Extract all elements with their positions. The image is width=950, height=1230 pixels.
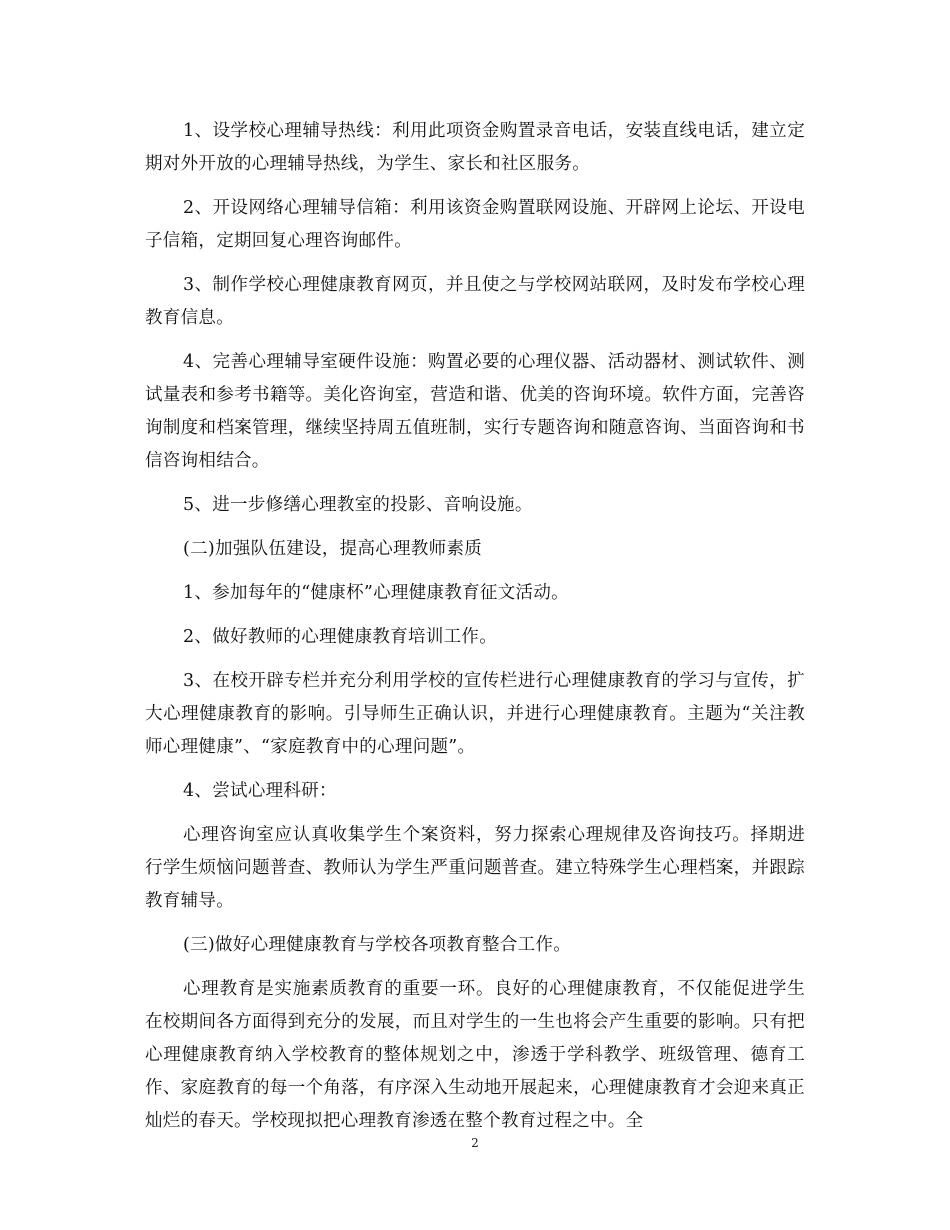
paragraph-hotline: 1、设学校心理辅导热线：利用此项资金购置录音电话，安装直线电话，建立定期对外开放的心理辅导热线，为学生、家长和社区服务。 [145, 121, 805, 174]
paragraph-research: 心理咨询室应认真收集学生个案资料，努力探索心理规律及咨询技巧。择期进行学生烦恼问题普查、教师认为学生严重问题普查。建立特殊学生心理档案，并跟踪教育辅导。 [145, 825, 805, 911]
paragraph-integration: 心理教育是实施素质教育的重要一环。良好的心理健康教育，不仅能促进学生在校期间各方面得到充分的发展，而且对学生的一生也将会产生重要的影响。只有把心理健康教育纳入学校教育的整体规划之中，渗透于学科教学、班级管理、德育工作、家庭教育的每一个角落，有序深入生动地开展起来，心理健康教育才会迎来真正灿烂的春天。学校现拟把心理教育渗透在整个教育过程之中。全 [145, 979, 805, 1131]
paragraph-projector: 5、进一步修缮心理教室的投影、音响设施。 [183, 495, 533, 515]
paragraph-bulletin: 3、在校开辟专栏并充分利用学校的宣传栏进行心理健康教育的学习与宣传，扩大心理健康教育的影响。引导师生正确认识，并进行心理健康教育。主题为“关注教师心理健康”、“家庭教育中的心理问题”。 [145, 671, 805, 757]
paragraph-hardware: 4、完善心理辅导室硬件设施：购置必要的心理仪器、活动器材、测试软件、测试量表和参考书籍等。美化咨询室，营造和谐、优美的咨询环境。软件方面，完善咨询制度和档案管理，继续坚持周五值班制，实行专题咨询和随意咨询、当面咨询和书信咨询相结合。 [145, 352, 805, 471]
document-body [145, 115, 805, 1149]
section-heading-integration: (三)做好心理健康教育与学校各项教育整合工作。 [183, 935, 572, 955]
paragraph-mailbox: 2、开设网络心理辅导信箱：利用该资金购置联网设施、开辟网上论坛、开设电子信箱，定期回复心理咨询邮件。 [145, 198, 805, 251]
paragraph-research-heading: 4、尝试心理科研： [183, 781, 337, 801]
paragraph-essay-contest: 1、参加每年的“健康杯”心理健康教育征文活动。 [183, 583, 569, 603]
section-heading-team: (二)加强队伍建设，提高心理教师素质 [183, 539, 483, 559]
paragraph-webpage: 3、制作学校心理健康教育网页，并且使之与学校网站联网，及时发布学校心理教育信息。 [145, 275, 805, 328]
paragraph-training: 2、做好教师的心理健康教育培训工作。 [183, 627, 498, 647]
page-number: 2 [471, 1136, 479, 1150]
